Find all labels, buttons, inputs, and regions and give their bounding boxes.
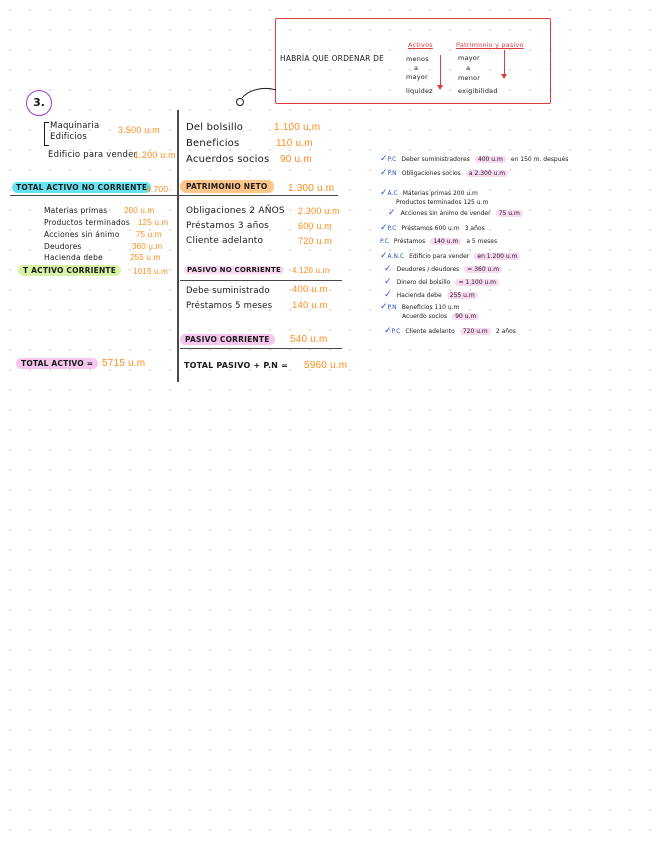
checklist-item: Acuerdo socios 90 u.m [402,303,479,322]
pnc-total-label: PASIVO NO CORRIENTE [184,266,284,274]
liability-label: Préstamos 3 años [186,221,270,231]
liability-value: 720 u.m [298,236,332,246]
pointer-arrow-icon [234,78,280,110]
checklist-item: ✓ Acciones sin ánimo de vender 75 u.m [388,200,523,219]
asset-value: 75 u.m [136,230,162,239]
liability-value: 2.300 u.m [298,206,340,216]
note-main: HABRÍA QUE ORDENAR DE [280,54,385,63]
section-rule [10,195,338,196]
note-col1-item: liquidez [406,87,433,95]
total-liabilities-value: 5960 u.m [304,360,348,371]
checklist-item: ✓A.C Materias primas 200 u.m [380,188,478,198]
arrow-down-icon [440,55,441,87]
check-mark-icon: ✓ [380,188,388,198]
asset-label: Maquinaria [50,121,100,131]
equity-total-value: 1.300 u.m [288,183,335,194]
total-assets-label: TOTAL ACTIVO = [16,358,98,369]
pc-total-value: 540 u.m [290,334,328,345]
checklist-item: ✓A.N.C Edificio para vender en 1.200 u.m [380,243,520,262]
check-mark-icon: ✓ [384,326,392,336]
liability-value: 400 u.m [292,284,328,295]
asset-value: 1.200 u.m [134,150,176,160]
check-mark-icon: ✓ [380,223,388,233]
equity-label: Acuerdos socios [186,154,270,165]
equity-label: Beneficios [186,138,240,149]
check-mark-icon: ✓ [380,302,388,312]
check-mark-icon: ✓ [388,208,396,218]
checklist-item: ✓ Dinero del bolsillo = 1.100 u.m [384,269,499,288]
equity-total-label: PATRIMONIO NETO [180,180,274,193]
asset-value: 360 u.m [132,242,163,251]
classification-checklist [380,146,650,336]
check-mark-icon: ✓ [384,264,392,274]
pc-total-label: PASIVO CORRIENTE [180,334,275,345]
asset-label: Edificio para vender [48,150,138,160]
asset-label: Productos terminados [44,218,130,227]
note-col1-item: a [414,64,419,72]
check-mark-icon: ✓ [380,168,388,178]
check-mark-icon: ✓ [380,154,388,164]
liability-value: 140 u.m [292,300,328,311]
section-rule [180,280,342,281]
asset-value: 3.500 u.m [118,125,160,135]
asset-label: Materias primas [44,206,108,215]
liability-label: Debe suministrado [186,286,270,296]
note-col1-item: mayor [406,73,428,81]
liability-label: Préstamos 5 meses [186,301,273,311]
equity-value: 110 u.m [276,138,313,149]
note-col2-item: a [466,64,471,72]
asset-label: Acciones sin ánimo [44,230,120,239]
asset-label: Hacienda debe [44,253,103,262]
note-col1-header: Activos [408,41,433,49]
equity-label: Del bolsillo [186,122,244,133]
asset-value: 125 u.m [138,218,169,227]
checklist-item: ✓ Hacienda debe 255 u.m [384,282,478,301]
total-liabilities-label: TOTAL PASIVO + P.N = [184,361,288,370]
pnc-total-value: 4.120 u.m [292,266,330,275]
checklist-item: ✓P.N Obligaciones socios a 2.300 u.m [380,160,508,179]
asset-label: Deudores [44,242,82,251]
t-account-vertical-rule [177,110,179,382]
total-ac-label: T ACTIVO CORRIENTE [18,265,121,276]
liability-label: Obligaciones 2 AÑOS [186,206,285,216]
checklist-item: ✓P.N Beneficios 110 u.m [380,302,460,312]
note-col2-item: mayor [458,54,480,62]
section-rule [180,348,342,349]
check-mark-icon: ✓ [384,290,392,300]
exercise-number: 3. [26,90,52,116]
checklist-item: ✓ Deudores / deudores = 360 u.m [384,256,502,275]
equity-value: 1.100 u.m [274,122,321,133]
total-assets-value: 5715 u.m [102,358,146,369]
note-col1-item: menos [406,55,429,63]
checklist-item: ✓P.C Cliente adelanto 720 u.m 2 años [384,326,516,336]
arrow-down-icon [504,50,505,76]
note-col2-header: Patrimonio y pasivo [456,41,524,49]
check-mark-icon: ✓ [384,277,392,287]
equity-value: 90 u.m [280,154,312,165]
total-anc-label: TOTAL ACTIVO NO CORRIENTE [12,182,151,193]
checklist-item: Productos terminados 125 u.m [396,199,489,206]
liability-label: Cliente adelanto [186,236,264,246]
total-anc-value: 4.700 [146,184,169,194]
asset-label: Edificios [50,132,87,142]
bracket [44,122,49,146]
total-ac-value: 1015 u.m [133,267,168,276]
checklist-item: P.C Préstamos 140 u.m a 5 meses [380,238,498,245]
asset-value: 255 u.m [130,253,161,262]
check-mark-icon: ✓ [380,251,388,261]
checklist-item: ✓P.C Deber suministradores 400 u.m en 150 m. después [380,154,569,164]
note-col2-item: exigibilidad [458,87,498,95]
note-col2-item: menor [458,74,481,82]
asset-value: 200 u.m [124,206,155,215]
liability-value: 600 u.m [298,221,332,231]
checklist-item: ✓P.C Préstamos 600 u.m 3 años [380,223,485,233]
